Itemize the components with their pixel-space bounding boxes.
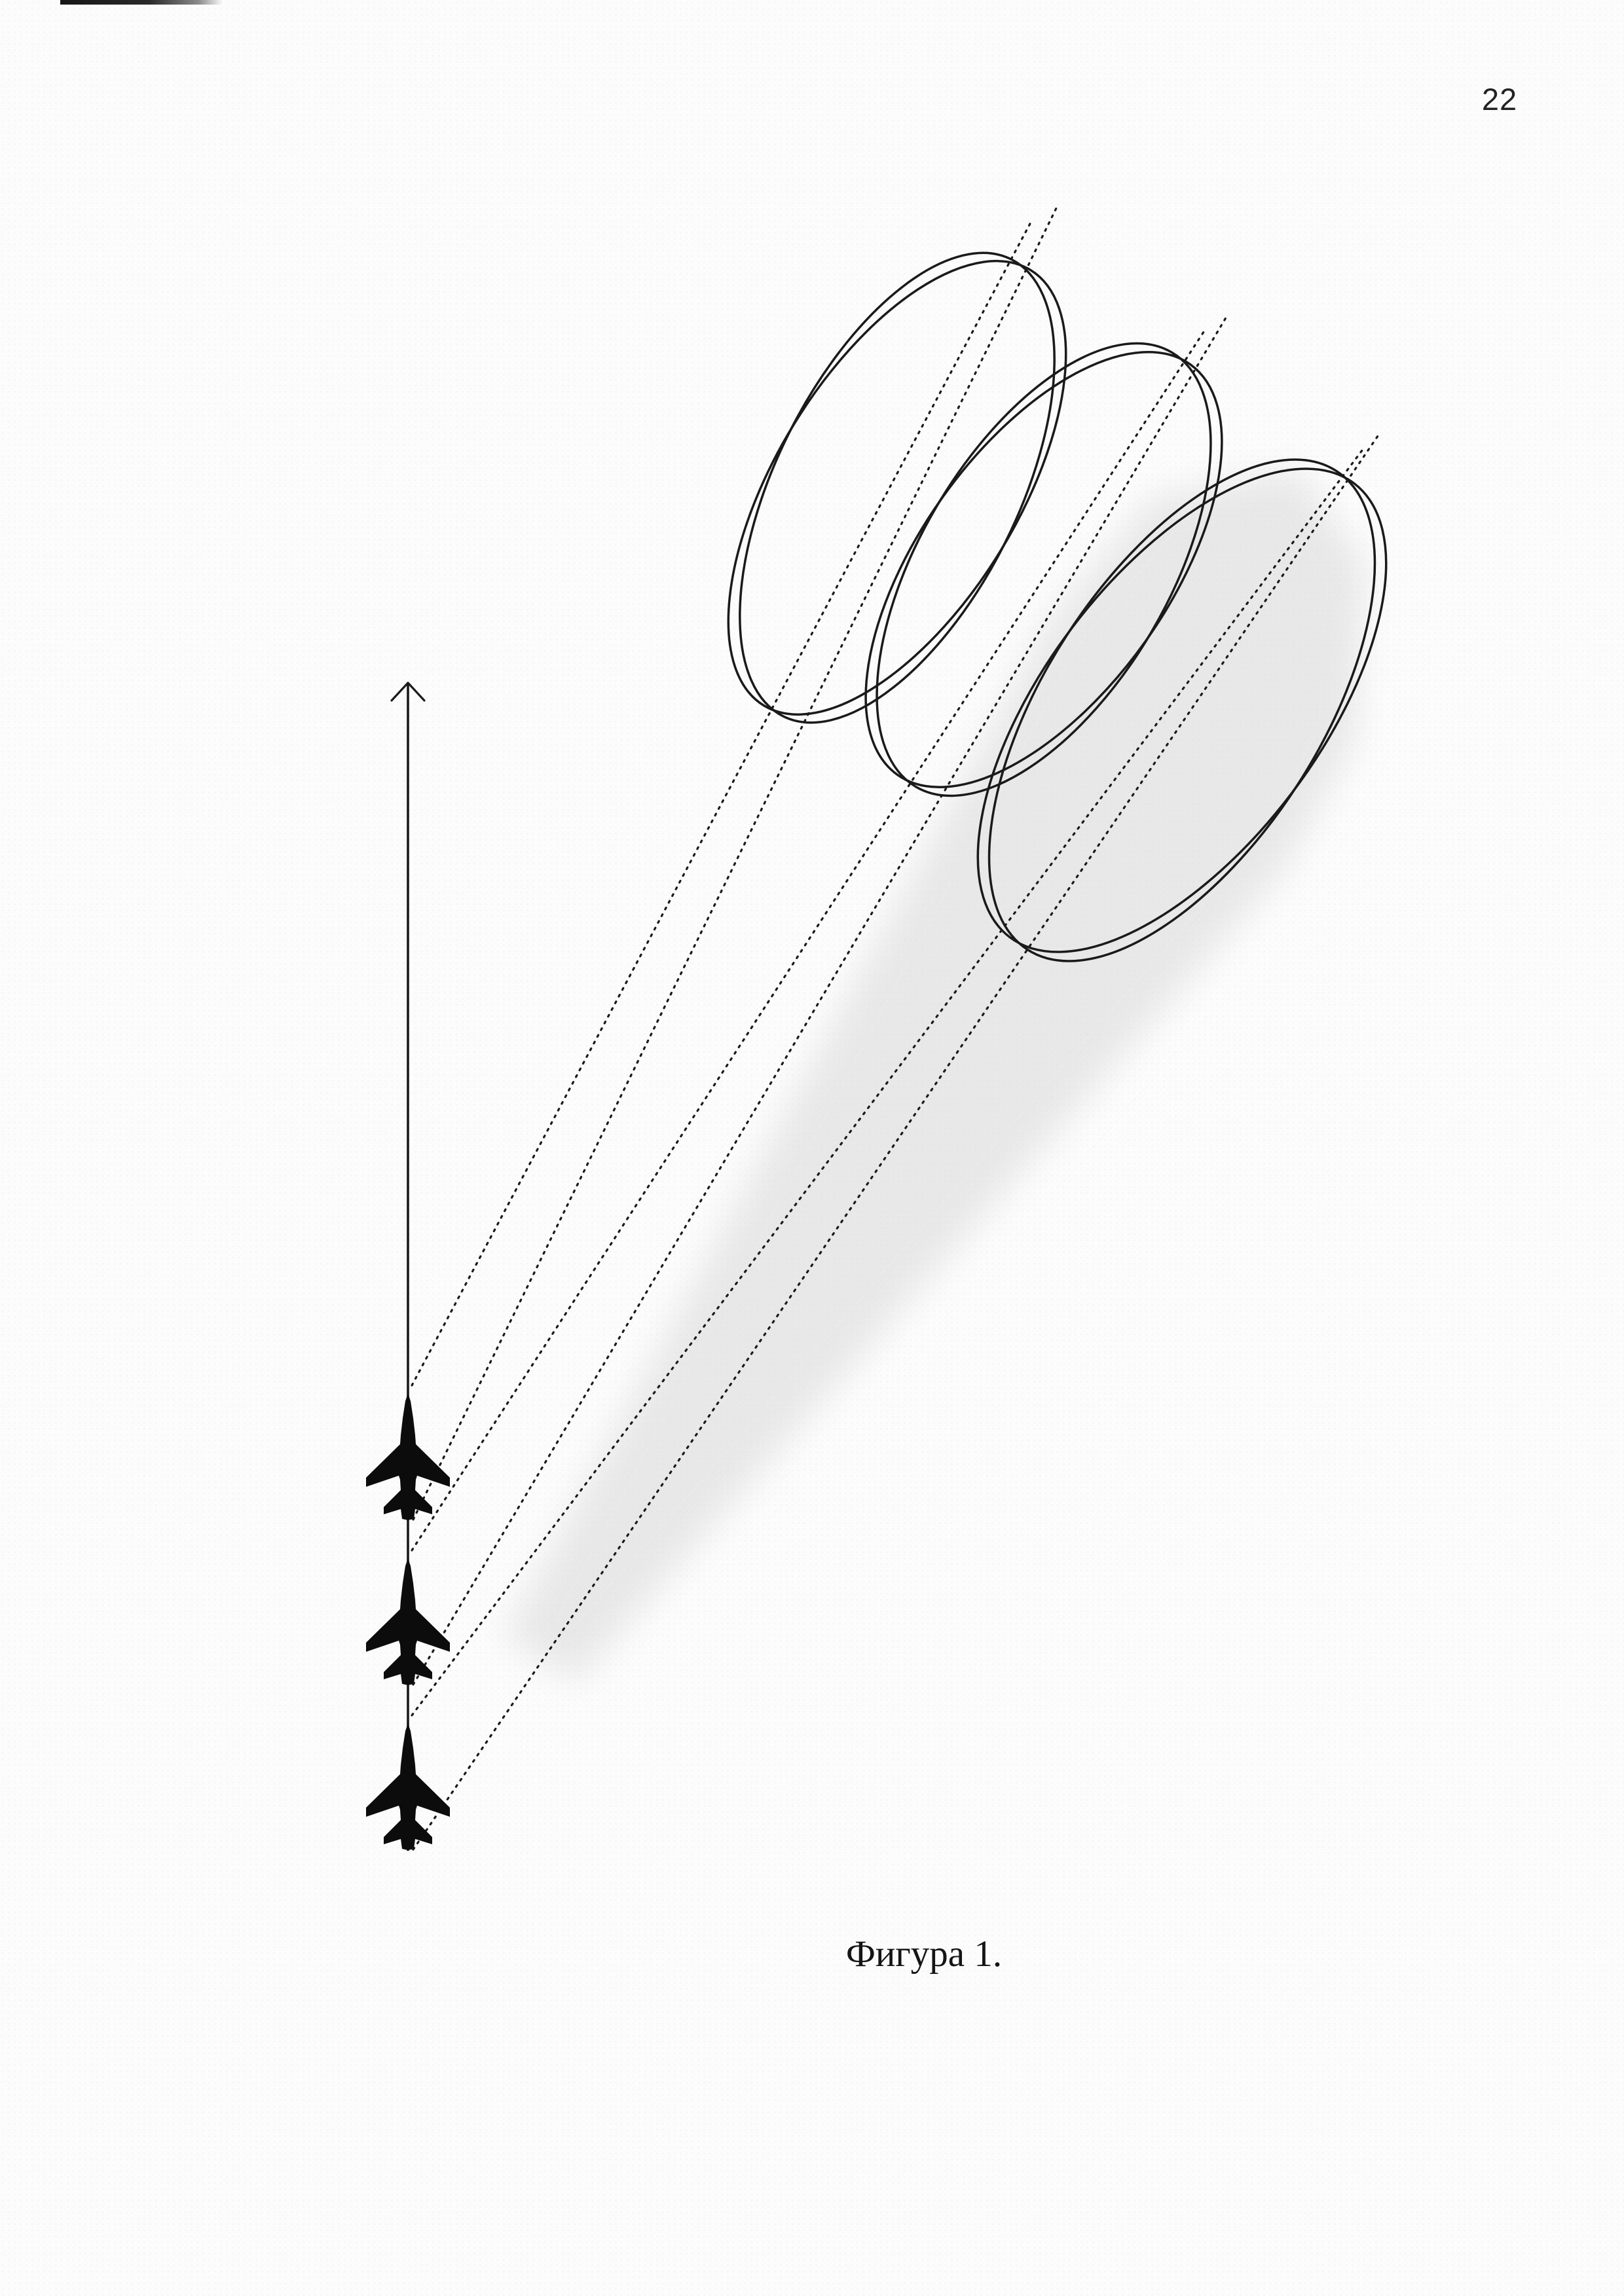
aircraft-icon-3 (366, 1723, 450, 1850)
aircraft-icon-1 (366, 1393, 450, 1520)
beam-shade (504, 468, 1365, 1683)
beam-3-dotted-line-1 (412, 450, 1362, 1715)
page-number: 22 (1481, 82, 1518, 117)
aircraft-icon-2 (366, 1558, 450, 1685)
figure-caption: Фигура 1. (845, 1933, 1003, 1975)
